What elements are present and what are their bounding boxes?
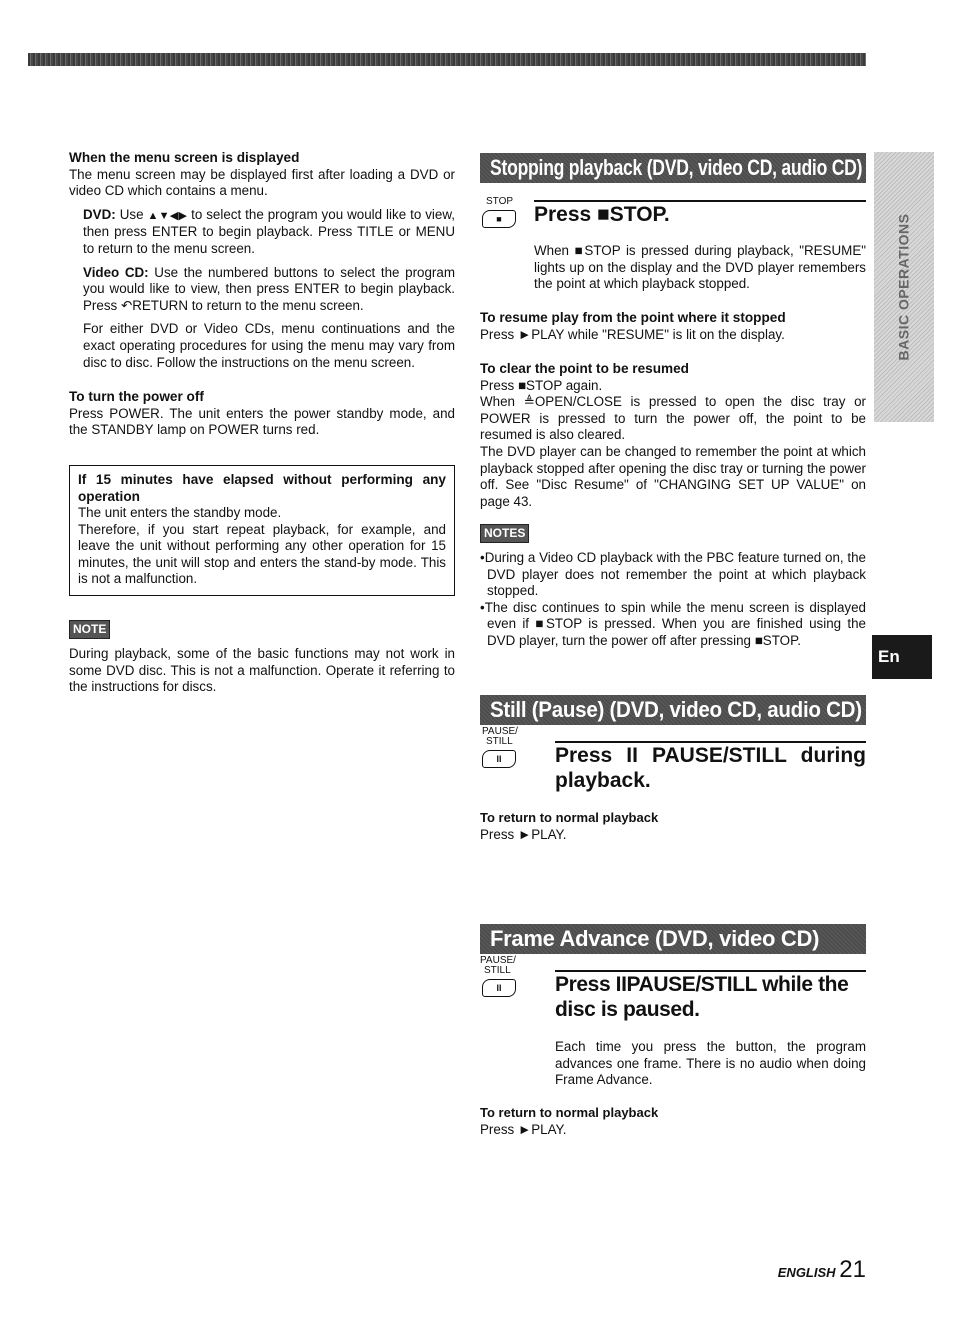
pause-button-label-2: STILL [486,736,513,747]
notes-tag [480,524,529,543]
still-instruction: Press II PAUSE/STILL during playback. [555,744,866,792]
pause-glyph: II [496,753,502,764]
frame-instruction: Press IIPAUSE/STILL while the disc is paused. [555,973,849,1021]
still-section-title-bar [480,695,866,725]
resume-section [480,310,866,343]
stop-section-title: Stopping playback (DVD, video CD, audio CD) [490,155,863,180]
footer-language: ENGLISH [777,1265,836,1280]
menu-screen-section [69,150,455,371]
resume-body: Press ►PLAY while "RESUME" is lit on the display. [480,326,785,342]
notes-item: •The disc continues to spin while the menu screen is displayed even if ■STOP is pressed. When you are finished using the DVD player, turn the power off after pressing ■STOP. [480,599,866,648]
menu-screen-heading: When the menu screen is displayed [69,150,300,165]
stop-description [534,243,866,293]
note-tag-label: NOTE [69,620,110,639]
stop-section-title-bar [480,153,866,183]
standby-box-heading: If 15 minutes have elapsed without performing any operation [78,472,446,504]
video-cd-instruction [69,265,455,315]
power-off-section [69,389,455,439]
video-cd-text-1: Use the numbered buttons to select the program you would like to view, then press ENTER to begin playback. Press [83,264,455,313]
pause-button-icon [482,750,516,768]
basic-operations-side-tab [874,152,934,422]
either-disc-note [69,321,455,371]
dvd-text: to select the program you would like to view, then press ENTER to begin playback. Press TITLE or MENU to return to the menu screen. [83,206,455,256]
stop-button-label: STOP [486,196,514,207]
dvd-label: DVD: [83,206,116,222]
stop-instruction: Press ■STOP. [534,203,670,226]
frame-description [555,1039,866,1089]
notes-tag-label: NOTES [480,524,529,543]
notes-item: •During a Video CD playback with the PBC feature turned on, the DVD player does not remember the point at which playback stopped. [480,550,866,599]
notes-list [480,550,866,650]
stop-desc-text: When ■STOP is pressed during playback, "RESUME" lights up on the display and the DVD player remembers the point at which playback stopped. [534,243,866,292]
page-number: 21 [839,1256,866,1283]
resume-heading: To resume play from the point where it stopped [480,310,786,325]
language-tab [872,635,932,679]
power-off-body: Press POWER. The unit enters the power standby mode, and the STANDBY lamp on POWER turns red. [69,405,455,438]
side-tab-label: BASIC OPERATIONS [895,213,912,361]
clear-line1: Press ■STOP again. [480,377,603,393]
frame-return-body: Press ►PLAY. [480,1121,567,1137]
frame-pause-glyph: II [496,982,502,993]
still-section-title: Still (Pause) (DVD, video CD, audio CD) [490,697,862,722]
dvd-instruction [69,207,455,258]
frame-pause-label-1: PAUSE/ [480,955,516,966]
still-return-heading: To return to normal playback [480,810,659,825]
dvd-use-text: Use [119,206,144,222]
note-body: During playback, some of the basic functions may not work in some DVD disc. This is not a malfunction. Operate it referring to the instructions for discs. [69,646,455,695]
video-cd-text-2: RETURN to return to the menu screen. [132,297,364,313]
direction-arrows-icon: ▲▼◀▶ [147,209,188,222]
frame-return-section [480,1105,866,1138]
power-off-heading: To turn the power off [69,389,204,404]
frame-return-heading: To return to normal playback [480,1105,659,1120]
video-cd-label: Video CD: [83,264,149,280]
clear-section [480,361,866,510]
note-tag [69,620,110,639]
pause-button-label-1: PAUSE/ [482,726,518,737]
either-disc-text: For either DVD or Video CDs, menu continuations and the exact operating procedures for using the menu may vary from disc to disc. Follow the instructions on the menu screen. [83,321,455,370]
standby-box-line2: Therefore, if you start repeat playback, for example, and leave the unit without performing any other operation for 15 minutes, the unit will stop and enters the stand-by mode. This is not a malfunction. [78,521,446,587]
still-return-body: Press ►PLAY. [480,826,567,842]
stop-button-icon [482,210,516,228]
header-decoration-bar [28,53,866,66]
frame-section-title: Frame Advance (DVD, video CD) [490,926,820,951]
menu-screen-body: The menu screen may be displayed first after loading a DVD or video CD which contains a menu. [69,166,455,199]
standby-info-box [69,465,455,596]
frame-desc-text: Each time you press the button, the program advances one frame. There is no audio when doing Frame Advance. [555,1039,866,1088]
return-icon: ↶ [120,297,133,313]
frame-section-title-bar [480,924,866,954]
frame-pause-label-2: STILL [484,965,511,976]
language-tab-label: En [878,647,900,666]
frame-pause-button-icon [482,979,516,997]
clear-line3: The DVD player can be changed to remember the point at which playback stopped after opening the disc tray or turning the power off. See "Disc Resume" of "CHANGING SET UP VALUE" on page 43. [480,443,866,509]
stop-glyph: ■ [496,213,502,224]
clear-heading: To clear the point to be resumed [480,361,689,376]
clear-line2: When ≜OPEN/CLOSE is pressed to open the disc tray or POWER is pressed to turn the power off, the point to be resumed is also cleared. [480,394,866,443]
still-return-section [480,810,866,843]
standby-box-line1: The unit enters the standby mode. [78,505,282,520]
page-footer [760,1256,866,1283]
note-section [69,646,455,696]
